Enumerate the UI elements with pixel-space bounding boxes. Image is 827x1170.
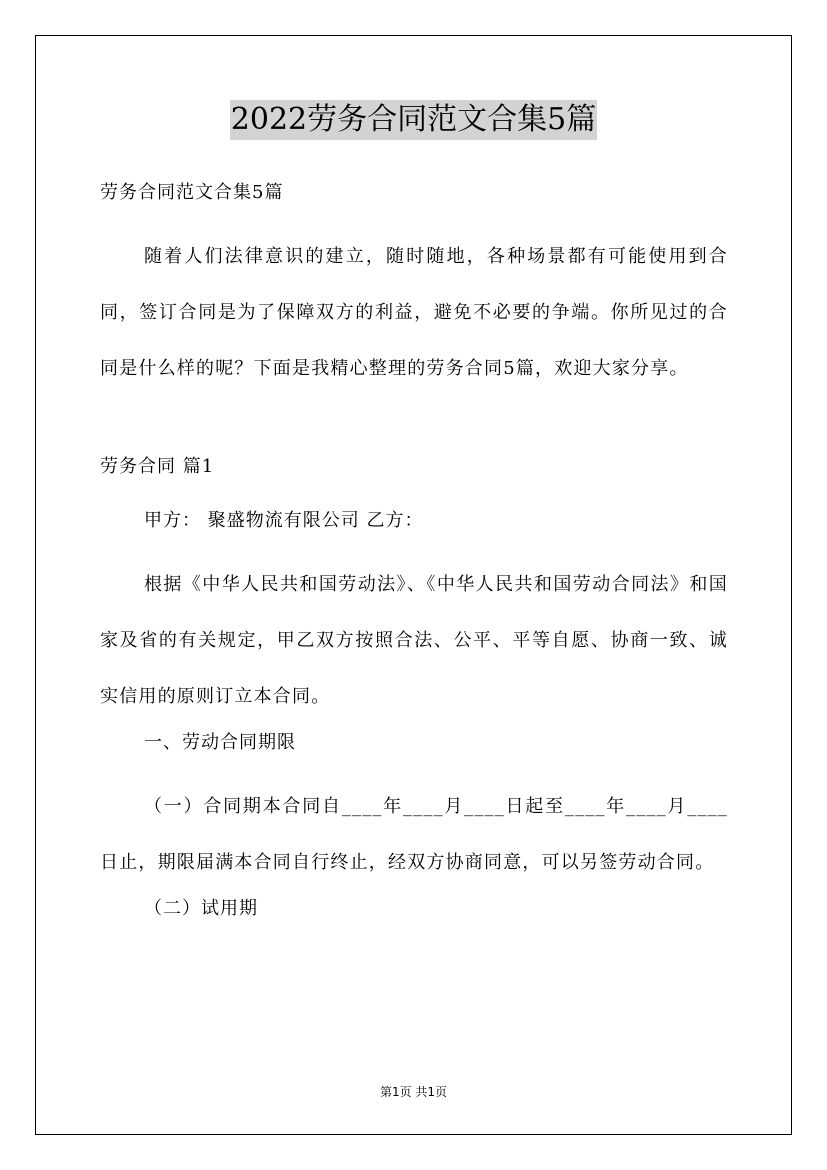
document-title: 2022劳务合同范文合集5篇 — [230, 100, 597, 140]
subtitle: 劳务合同范文合集5篇 — [100, 182, 284, 203]
title-container — [0, 100, 827, 140]
intro-paragraph: 随着人们法律意识的建立，随时随地，各种场景都有可能使用到合同，签订合同是为了保障双方的利益，避免不必要的争端。你所见过的合同是什么样的呢？下面是我精心整理的劳务合同5篇，欢迎大家分享。 — [100, 246, 728, 379]
document-body — [100, 175, 728, 945]
clause-probation: （二）试用期 — [144, 898, 258, 919]
basis-paragraph: 根据《中华人民共和国劳动法》、《中华人民共和国劳动合同法》和国家及省的有关规定，甲乙双方按照合法、公平、平等自愿、协商一致、诚实信用的原则订立本合同。 — [100, 574, 728, 707]
clause-heading: 一、劳动合同期限 — [144, 732, 296, 753]
page-footer: 第1页 共1页 — [379, 1085, 448, 1099]
parties-line: 甲方： 聚盛物流有限公司 乙方： — [144, 510, 424, 531]
spacer — [100, 397, 728, 449]
section-heading: 劳务合同 篇1 — [100, 456, 215, 477]
clause-term-paragraph: （一）合同期本合同自____年____月____日起至____年____月____日止，期限届满本合同自行终止，经双方协商同意，可以另签劳动合同。 — [100, 796, 728, 873]
